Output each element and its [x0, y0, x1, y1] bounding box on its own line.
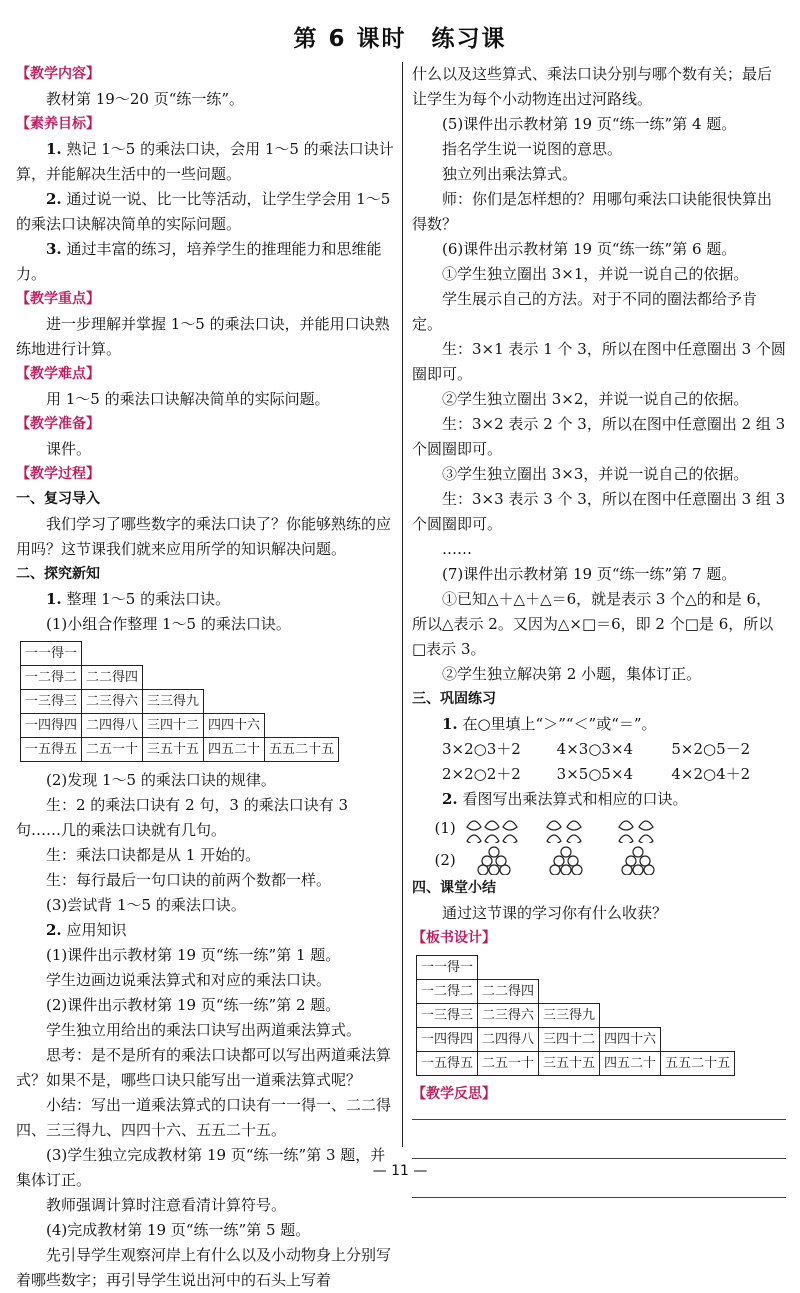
paragraph: 先引导学生观察河岸上有什么以及小动物身上分别写着哪些数字；再引导学生说出河中的石头上写着 — [16, 1246, 392, 1289]
empty-cell — [82, 642, 143, 666]
comparison-row — [412, 737, 786, 762]
section-heading: 二、探究新知 — [16, 566, 100, 582]
paragraph: 师：你们是怎样想的？用哪句乘法口诀能很快算出得数？ — [412, 190, 773, 233]
table-cell: 一一得一 — [21, 642, 82, 666]
table-cell: 三三得九 — [143, 690, 204, 714]
empty-cell — [265, 666, 339, 690]
paragraph: ①学生独立圈出 3×1，并说一说自己的依据。 — [442, 265, 749, 283]
table-cell: 一五得五 — [417, 1052, 478, 1076]
paragraph: 指名学生说一说图的意思。 — [442, 140, 623, 158]
multiplication-table — [20, 641, 339, 762]
paragraph: (3)学生独立完成教材第 19 页“练一练”第 3 题，并集体订正。 — [16, 1146, 386, 1189]
writing-line[interactable] — [412, 1197, 786, 1198]
paragraph: 小结：写出一道乘法算式的口诀有一一得一、二二得四、三三得九、四四十六、五五二十五。 — [16, 1096, 392, 1139]
table-row — [21, 666, 339, 690]
paragraph: 生：3×1 表示 1 个 3，所以在图中任意圈出 3 个圆圈即可。 — [412, 340, 786, 383]
left-column — [16, 62, 394, 1293]
step-item — [16, 918, 394, 943]
paragraph: ①已知△＋△＋△＝6，就是表示 3 个△的和是 6，所以△表示 2。又因为△×□＝6，即 2 个□是 6，所以□表示 3。 — [412, 590, 774, 658]
paragraph: 用 1～5 的乘法口诀解决简单的实际问题。 — [46, 390, 330, 408]
paragraph: 学生独立用给出的乘法口诀写出两道乘法算式。 — [46, 1021, 362, 1039]
table-row — [417, 980, 735, 1004]
empty-cell — [539, 980, 600, 1004]
paragraph: 生：乘法口诀都是从 1 开始的。 — [46, 846, 261, 864]
empty-cell — [661, 980, 735, 1004]
table-cell: 四五二十 — [600, 1052, 661, 1076]
paragraph: 思考：是不是所有的乘法口诀都可以写出两道乘法算式？如果不是，哪些口诀只能写出一道乘法算式呢？ — [16, 1046, 392, 1089]
comparison-expression: 3×5○5×4 — [556, 765, 634, 783]
reflection-lines — [412, 1119, 786, 1198]
paragraph: (6)课件出示教材第 19 页“练一练”第 6 题。 — [442, 240, 737, 258]
goal-text: 通过说一说、比一比等活动，让学生学会用 1～5 的乘法口诀解决简单的实际问题。 — [16, 190, 391, 233]
step-number: 2. — [46, 921, 62, 939]
empty-cell — [539, 956, 600, 980]
paragraph: 进一步理解并掌握 1～5 的乘法口诀，并能用口诀熟练地进行计算。 — [16, 315, 390, 358]
goal-number: 2. — [46, 190, 62, 208]
paragraph: 教师强调计算时注意看清计算符号。 — [46, 1196, 287, 1214]
table-row — [417, 1028, 735, 1052]
table-cell: 三五十五 — [143, 738, 204, 762]
section-tag-key-points: 【教学重点】 — [16, 291, 100, 307]
table-cell: 二五一十 — [478, 1052, 539, 1076]
table-cell: 二二得四 — [82, 666, 143, 690]
table-cell: 一四得四 — [417, 1028, 478, 1052]
empty-cell — [265, 714, 339, 738]
comparison-row — [412, 762, 786, 787]
empty-cell — [478, 956, 539, 980]
paragraph: 我们学习了哪些数字的乘法口诀了？你能够熟练的应用吗？这节课我们就来应用所学的知识解决问题。 — [16, 515, 392, 558]
paragraph: 学生展示自己的方法。对于不同的圈法都给予肯定。 — [412, 290, 758, 333]
step-text: 整理 1～5 的乘法口诀。 — [61, 590, 231, 608]
exercise-text: 看图写出乘法算式和相应的口诀。 — [457, 790, 688, 808]
empty-cell — [661, 1028, 735, 1052]
empty-cell — [600, 1004, 661, 1028]
right-column — [412, 62, 786, 1236]
section-heading: 一、复习导入 — [16, 491, 100, 507]
goal-item — [16, 237, 394, 287]
comparison-expression: 4×3○3×4 — [556, 740, 634, 758]
exercise-number: 1. — [442, 715, 458, 733]
table-row — [417, 956, 735, 980]
paragraph: 生：3×2 表示 2 个 3，所以在图中任意圈出 2 组 3 个圆圈即可。 — [412, 415, 786, 458]
table-row — [21, 642, 339, 666]
paragraph: (5)课件出示教材第 19 页“练一练”第 4 题。 — [442, 115, 737, 133]
table-row — [417, 1004, 735, 1028]
table-row — [21, 690, 339, 714]
picture-row-apples — [412, 844, 786, 876]
table-cell: 三四十二 — [539, 1028, 600, 1052]
paragraph: 生：每行最后一句口诀的前两个数都一样。 — [46, 871, 332, 889]
table-cell: 二三得六 — [82, 690, 143, 714]
table-row — [21, 738, 339, 762]
picture-label: (1) — [434, 818, 456, 837]
section-tag-goals: 【素养目标】 — [16, 116, 100, 132]
paragraph: (1)小组合作整理 1～5 的乘法口诀。 — [46, 615, 291, 633]
apple-group-icon — [607, 845, 669, 875]
paragraph: 教材第 19～20 页“练一练”。 — [46, 90, 245, 108]
table-cell: 二三得六 — [478, 1004, 539, 1028]
goal-item — [16, 187, 394, 237]
table-cell: 一一得一 — [417, 956, 478, 980]
page-number: — 11 — — [372, 1163, 428, 1179]
paragraph: 生：3×3 表示 3 个 3，所以在图中任意圈出 3 组 3 个圆圈即可。 — [412, 490, 786, 533]
paragraph: 独立列出乘法算式。 — [442, 165, 578, 183]
table-cell: 三三得九 — [539, 1004, 600, 1028]
table-row — [417, 1052, 735, 1076]
exercise-item — [412, 712, 786, 737]
paragraph: (1)课件出示教材第 19 页“练一练”第 1 题。 — [46, 946, 341, 964]
picture-label: (2) — [434, 850, 456, 869]
section-heading: 四、课堂小结 — [412, 880, 496, 896]
table-cell: 四四十六 — [600, 1028, 661, 1052]
empty-cell — [143, 666, 204, 690]
picture-row-peaches — [412, 812, 786, 844]
empty-cell — [204, 690, 265, 714]
goal-text: 熟记 1～5 的乘法口诀，会用 1～5 的乘法口诀计算，并能解决生活中的一些问题。 — [16, 140, 394, 183]
paragraph: (7)课件出示教材第 19 页“练一练”第 7 题。 — [442, 565, 737, 583]
peach-group-icon — [535, 813, 597, 843]
exercise-text: 在○里填上“＞”“＜”或“＝”。 — [457, 715, 657, 733]
empty-cell — [600, 956, 661, 980]
table-cell: 五五二十五 — [265, 738, 339, 762]
paragraph: 生：2 的乘法口诀有 2 句，3 的乘法口诀有 3 句……几的乘法口诀就有几句。 — [16, 796, 349, 839]
step-item — [16, 587, 394, 612]
table-cell: 五五二十五 — [661, 1052, 735, 1076]
paragraph: 课件。 — [46, 440, 92, 458]
goal-item — [16, 137, 394, 187]
table-cell: 一三得三 — [21, 690, 82, 714]
table-cell: 二五一十 — [82, 738, 143, 762]
section-tag-process: 【教学过程】 — [16, 466, 100, 482]
step-number: 1. — [46, 590, 62, 608]
empty-cell — [204, 666, 265, 690]
paragraph: ②学生独立解决第 2 小题，集体订正。 — [442, 665, 702, 683]
ellipsis: …… — [442, 540, 472, 558]
empty-cell — [143, 642, 204, 666]
goal-text: 通过丰富的练习，培养学生的推理能力和思维能力。 — [16, 240, 382, 283]
table-cell: 一四得四 — [21, 714, 82, 738]
exercise-number: 2. — [442, 790, 458, 808]
empty-cell — [265, 690, 339, 714]
section-tag-preparation: 【教学准备】 — [16, 416, 100, 432]
peach-group-icon — [463, 813, 525, 843]
apple-group-icon — [535, 845, 597, 875]
table-row — [21, 714, 339, 738]
page-title: 第 6 课时 练习课 — [293, 26, 507, 52]
section-tag-board-design: 【板书设计】 — [412, 930, 496, 946]
goal-number: 1. — [46, 140, 62, 158]
comparison-expression: 2×2○2＋2 — [442, 765, 521, 783]
paragraph: 通过这节课的学习你有什么收获？ — [442, 904, 668, 922]
paragraph: (3)尝试背 1～5 的乘法口诀。 — [46, 896, 246, 914]
empty-cell — [600, 980, 661, 1004]
comparison-expression: 5×2○5－2 — [671, 740, 751, 758]
section-tag-difficulties: 【教学难点】 — [16, 366, 100, 382]
paragraph: (2)课件出示教材第 19 页“练一练”第 2 题。 — [46, 996, 341, 1014]
paragraph: 什么以及这些算式、乘法口诀分别与哪个数有关；最后让学生为每个小动物连出过河路线。 — [412, 65, 773, 108]
table-cell: 一二得二 — [417, 980, 478, 1004]
table-cell: 二二得四 — [478, 980, 539, 1004]
column-divider — [402, 62, 403, 1147]
table-cell: 四四十六 — [204, 714, 265, 738]
exercise-item — [412, 787, 786, 812]
empty-cell — [661, 956, 735, 980]
peach-group-icon — [607, 813, 669, 843]
section-heading: 三、巩固练习 — [412, 691, 496, 707]
table-cell: 一二得二 — [21, 666, 82, 690]
paragraph: 学生边画边说乘法算式和对应的乘法口诀。 — [46, 971, 332, 989]
paragraph: ③学生独立圈出 3×3，并说一说自己的依据。 — [442, 465, 749, 483]
section-tag-content: 【教学内容】 — [16, 66, 100, 82]
table-cell: 四五二十 — [204, 738, 265, 762]
comparison-expression: 4×2○4＋2 — [671, 765, 751, 783]
table-cell: 二四得八 — [82, 714, 143, 738]
paragraph: ②学生独立圈出 3×2，并说一说自己的依据。 — [442, 390, 749, 408]
section-tag-reflection: 【教学反思】 — [412, 1086, 496, 1102]
step-text: 应用知识 — [61, 921, 127, 939]
paragraph: (4)完成教材第 19 页“练一练”第 5 题。 — [46, 1221, 311, 1239]
empty-cell — [265, 642, 339, 666]
paragraph: (2)发现 1～5 的乘法口诀的规律。 — [46, 771, 276, 789]
writing-line[interactable] — [412, 1158, 786, 1159]
empty-cell — [204, 642, 265, 666]
table-cell: 一五得五 — [21, 738, 82, 762]
goal-number: 3. — [46, 240, 62, 258]
writing-line[interactable] — [412, 1119, 786, 1120]
board-multiplication-table — [416, 955, 735, 1076]
empty-cell — [661, 1004, 735, 1028]
apple-group-icon — [463, 845, 525, 875]
table-cell: 三五十五 — [539, 1052, 600, 1076]
table-cell: 二四得八 — [478, 1028, 539, 1052]
table-cell: 三四十二 — [143, 714, 204, 738]
table-cell: 一三得三 — [417, 1004, 478, 1028]
comparison-expression: 3×2○3＋2 — [442, 740, 521, 758]
